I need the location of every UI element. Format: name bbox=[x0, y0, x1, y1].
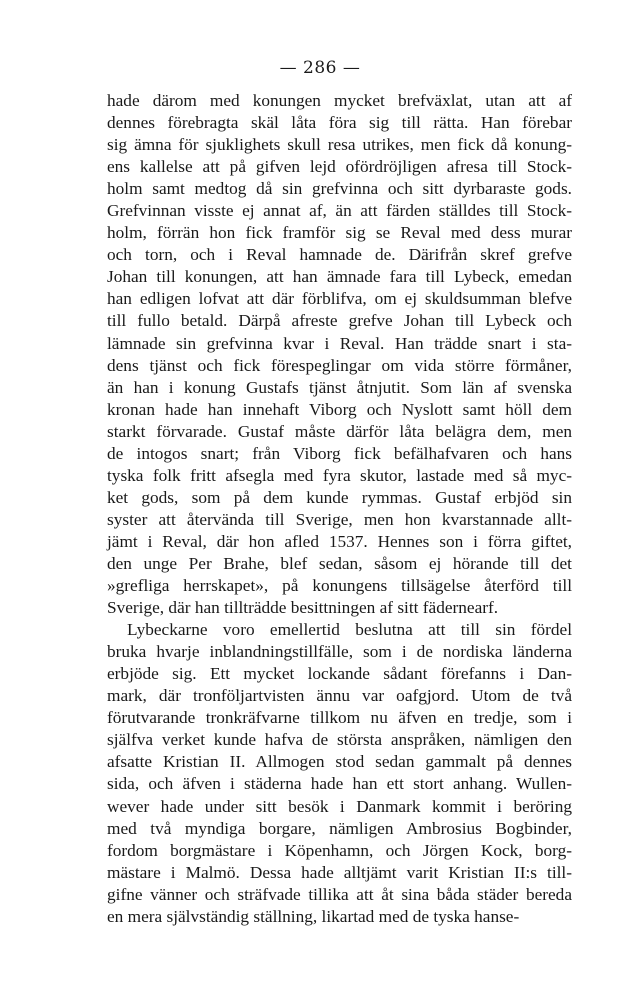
text-line: sida, och äfven i städerna hade han ett stort anhang. Wullen- bbox=[107, 774, 572, 794]
text-line: en mera självständig ställning, likartad med de tyska hanse- bbox=[107, 906, 520, 926]
text-line: tyska folk fritt afsegla med fyra skutor, lastade med så myc- bbox=[107, 465, 572, 485]
text-line: han edligen lofvat att där förblifva, om ej skuldsumman blefve bbox=[107, 289, 572, 309]
text-line: lämnade sin grefvinna kvar i Reval. Han trädde snart i sta- bbox=[107, 333, 572, 353]
text-line: sig ämna för sjuklighets skull resa utrikes, men fick då konung- bbox=[107, 135, 572, 155]
text-line: jämt i Reval, där hon afled 1537. Hennes son i förra giftet, bbox=[107, 531, 572, 551]
text-line: »grefliga herrskapet», på konungens tillsägelse återförd till bbox=[107, 576, 572, 596]
text-line: Lybeckarne voro emellertid beslutna att till sin fördel bbox=[127, 620, 572, 640]
text-line: förutvarande tronkräfvarne tillkom nu äfven en tredje, som i bbox=[107, 708, 572, 728]
text-line: afsatte Kristian II. Allmogen stod sedan gammalt på dennes bbox=[107, 752, 572, 772]
text-line: de intogos snart; från Viborg fick befälhafvaren och hans bbox=[107, 443, 572, 463]
text-line: till fullo betald. Därpå afreste grefve Johan till Lybeck och bbox=[107, 311, 572, 331]
text-line: än han i konung Gustafs tjänst åtnjutit. Som län af svenska bbox=[107, 377, 572, 397]
text-line: och torn, och i Reval hamnade de. Därifrån skref grefve bbox=[107, 245, 572, 265]
text-line: ket gods, som på dem kunde rymmas. Gustaf erbjöd sin bbox=[107, 487, 572, 507]
text-line: ens kallelse att på gifven lejd ofördröjligen afresa till Stock- bbox=[107, 157, 572, 177]
text-line: Johan till konungen, att han ämnade fara till Lybeck, emedan bbox=[107, 267, 572, 287]
text-line: fordom borgmästare i Köpenhamn, och Jörgen Kock, borg- bbox=[107, 840, 572, 860]
body-text bbox=[107, 90, 572, 928]
text-line: hade därom med konungen mycket brefväxlat, utan att af bbox=[107, 91, 572, 110]
text-line: själfva verket kunde hafva de största anspråken, nämligen den bbox=[107, 730, 572, 750]
text-line: mark, där tronföljartvisten ännu var oafgjord. Utom de två bbox=[107, 686, 572, 706]
text-line: med två myndiga borgare, nämligen Ambrosius Bogbinder, bbox=[107, 818, 572, 838]
text-line: dens tjänst och fick förespeglingar om vida större förmåner, bbox=[107, 355, 572, 375]
text-line: gifne vänner och sträfvade tillika att åt sina båda städer bereda bbox=[107, 884, 572, 904]
text-line: mästare i Malmö. Dessa hade alltjämt varit Kristian II:s till- bbox=[107, 862, 572, 882]
text-line: kronan hade han innehaft Viborg och Nyslott samt höll dem bbox=[107, 399, 572, 419]
text-line: den unge Per Brahe, blef sedan, såsom ej hörande till det bbox=[107, 553, 572, 573]
text-line: wever hade under sitt besök i Danmark kommit i beröring bbox=[107, 796, 572, 816]
text-line: dennes förebragta skäl låta föra sig till rätta. Han förebar bbox=[107, 113, 572, 133]
text-line: holm samt medtog då sin grefvinna och sitt dyrbaraste gods. bbox=[107, 179, 572, 199]
text-line: Sverige, där han tillträdde besittningen af sitt fädernearf. bbox=[107, 598, 499, 618]
text-line: bruka hvarje inblandningstillfälle, som i de nordiska länderna bbox=[107, 642, 572, 662]
text-line: erbjöde sig. Ett mycket lockande sådant förefanns i Dan- bbox=[107, 664, 572, 684]
text-line: syster att återvända till Sverige, men hon kvarstannade allt- bbox=[107, 509, 572, 529]
text-line: starkt förvarade. Gustaf måste därför låta belägra dem, men bbox=[107, 421, 572, 441]
text-line: Grefvinnan visste ej annat af, än att färden ställdes till Stock- bbox=[107, 201, 572, 221]
text-line: holm, förrän hon fick framför sig se Reval med dess murar bbox=[107, 223, 572, 243]
page-number: — 286 — bbox=[279, 58, 361, 78]
